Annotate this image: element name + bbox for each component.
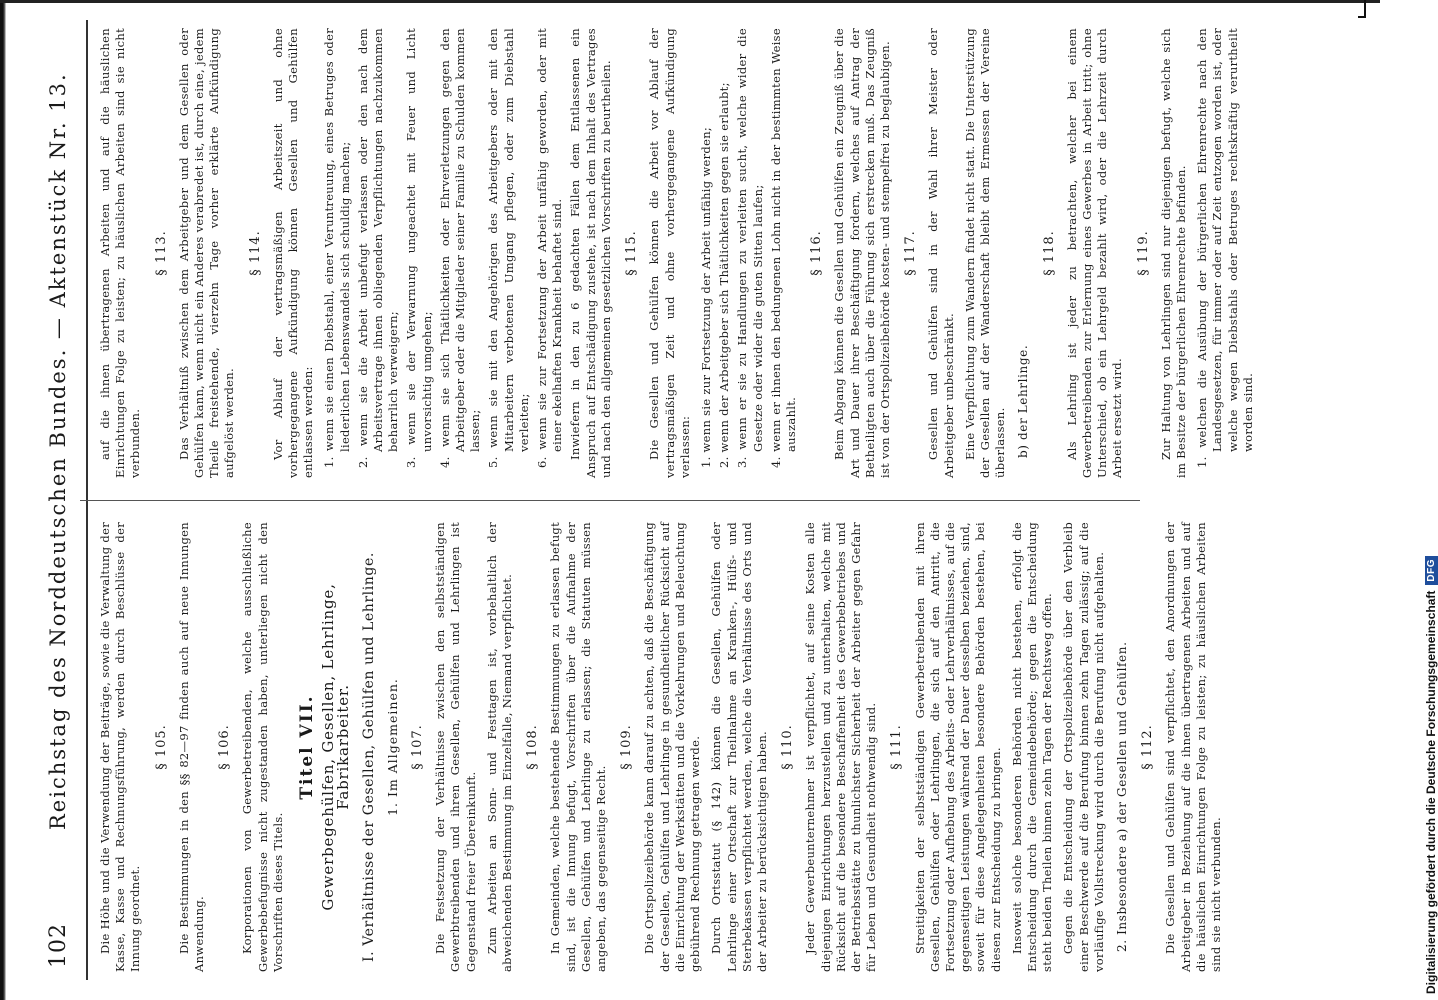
paragraph: Zur Haltung von Lehrlingen sind nur diejenigen befugt, welche sich im Besitze der bürgerlichen Ehrenrechte befinden. (1158, 28, 1188, 478)
digitization-credit (1424, 556, 1438, 994)
right-column (98, 28, 1298, 478)
section-number: § 114. (247, 230, 263, 276)
paragraph: Gegen die Entscheidung der Ortspolizeibehörde über den Verbleib einer Beschwerde auf die Berufung binnen zehn Tagen zulässig; auf die vorläufige Vollstreckung wird durch die Berufung nicht aufgehalten. (1061, 522, 1106, 972)
section-number: § 115. (624, 230, 640, 276)
title-subheading: Gewerbegehülfen, Gesellen, Lehrlinge, Fabrikarbeiter. (319, 583, 353, 911)
page-number: 102 (46, 923, 71, 968)
paragraph: Die Höhe und die Verwendung der Beiträge, sowie die Verwaltung der Kasse, Kasse und Rechnungsführung, werden durch Beschlüsse der Innung geordnet. (98, 522, 143, 972)
section-number: § 105. (153, 724, 169, 770)
running-title: Reichstag des Norddeutschen Bundes. — Aktenstück Nr. 13. (46, 72, 70, 830)
paragraph: Die Festsetzung der Verhältnisse zwischen den selbstständigen Gewerbtreibenden und ihren Gesellen, Gehülfen und Lehrlingen ist Gegenstand freier Übereinkunft. (433, 522, 478, 972)
section-number: § 118. (1041, 230, 1057, 276)
paragraph: Streitigkeiten der selbstständigen Gewerbetreibenden mit ihren Gesellen, Gehülfen oder Lehrlingen, die sich auf den Antritt, die Fortsetzung oder Aufhebung des Arbeits- oder Lehrverhältnisses, auf die gegenseitigen Leistungen während der Dauer desselben beziehen, sind, soweit für diese Angelegenheiten besondere Behörden bestehen, bei diesen zur Entscheidung zu bringen. (912, 522, 1003, 972)
rotated-document-body (14, 0, 1354, 1000)
paragraph: Inwiefern in den zu 6 gedachten Fällen dem Entlassenen ein Anspruch auf Entschädigung zustehe, ist nach dem Inhalt des Vertrages und nach den allgemeinen gesetzlichen Vorschriften zu beurtheilen. (568, 28, 613, 478)
credit-text: Digitalisierung gefördert durch die Deutsche Forschungsgemeinschaft (1424, 590, 1438, 994)
section-number: § 111. (889, 724, 905, 770)
section-number: § 108. (525, 724, 541, 770)
column-divider (80, 500, 1140, 501)
section-number: § 112. (1140, 724, 1156, 770)
page-header (36, 0, 86, 1000)
subsection-heading: b) der Lehrlinge. (1016, 344, 1031, 458)
paragraph: Vor Ablauf der vertragsmäßigen Arbeitszeit und ohne vorhergegangene Aufkündigung können Gesellen und Gehülfen entlassen werden: (270, 28, 316, 478)
list-item: 6. wenn sie zur Fortsetzung der Arbeit unfähig geworden, oder mit einer ekelhaften Krankheit behaftet sind. (535, 28, 565, 468)
scan-edge-left (0, 0, 6, 1000)
paragraph: Beim Abgang können die Gesellen und Gehülfen ein Zeugniß über die Art und Dauer ihrer Beschäftigung fordern, welches auf Antrag der Betheiligten auch über die Führung sich erstrecken muß. Das Zeugniß ist von der Ortspolizeibehörde kosten- und stempelfrei zu beglaubigen. (832, 28, 892, 478)
list-item: 1. wenn sie zur Fortsetzung der Arbeit unfähig werden; (698, 126, 713, 468)
subsection-heading: 1. Im Allgemeinen. (384, 678, 400, 816)
section-number: § 106. (217, 724, 233, 770)
paragraph: In Gemeinden, welche bestehende Bestimmungen zu erlassen befugt sind, ist die Innung befugt, Vorschriften über die Aufnahme der Gesellen, Gehülfen und Lehrlinge zu erlassen; die Statuten müssen angeben, das gegenseitige Recht. (548, 522, 609, 972)
paragraph: Insoweit solche besonderen Behörden nicht bestehen, erfolgt die Entscheidung durch die Gemeindebehörde; gegen die Entscheidung steht beiden Theilen binnen zehn Tagen der Rechtsweg offen. (1009, 522, 1055, 972)
paragraph: auf die ihnen übertragenen Arbeiten und auf die häuslichen Einrichtungen Folge zu leisten; zu häuslichen Arbeiten sind sie nicht verbunden. (98, 28, 143, 478)
paragraph: Korporationen von Gewerbetreibenden, welche ausschließliche Gewerbebefugnisse nicht zugestanden haben, unterliegen nicht den Vorschriften dieses Titels. (240, 522, 285, 972)
title-heading: Titel VII. (297, 694, 318, 800)
part-heading: I. Verhältnisse der Gesellen, Gehülfen und Lehrlinge. (360, 552, 377, 962)
list-item: 2. wenn der Arbeitgeber sich Thätlichkeiten gegen sie erlaubt; (717, 82, 732, 468)
list-item: 2. wenn sie die Arbeit unbefugt verlassen oder den nach dem Arbeitsvertrage ihnen obliegenden Verpflichtungen nachzukommen beharrlich verweigern; (355, 28, 401, 468)
left-column (98, 522, 1298, 972)
paragraph: Zum Arbeiten an Sonn- und Festtagen ist, vorbehaltlich der abweichenden Bestimmung im Einzelfalle, Niemand verpflichtet. (484, 522, 515, 972)
section-number: § 119. (1135, 230, 1151, 276)
paragraph: Die Gesellen und Gehülfen sind verpflichtet, den Anordnungen der Arbeitgeber in Beziehung auf die ihnen übertragenen Arbeiten und auf die häuslichen Einrichtungen Folge zu leisten; zu häuslichen Arbeiten sind sie nicht verbunden. (1163, 522, 1223, 972)
section-number: § 107. (410, 724, 426, 770)
list-item: 3. wenn er sie zu Handlungen zu verleiten sucht, welche wider die Gesetze oder wider die guten Sitten laufen; (735, 28, 765, 468)
list-item: 5. wenn sie mit den Angehörigen des Arbeitgebers oder mit den Mitarbeitern verbotenen Umgang pflegen, oder zum Diebstahl verleiten; (486, 28, 531, 468)
section-number: § 116. (809, 230, 825, 276)
section-number: § 117. (903, 230, 919, 276)
paragraph: Als Lehrling ist jeder zu betrachten, welcher bei einem Gewerbetreibenden zur Erlernung eines Gewerbes in Arbeit tritt; ohne Unterschied, ob ein Lehrgeld bezahlt wird, oder die Lehrzeit durch Arbeit ersetzt wird. (1064, 28, 1125, 478)
paragraph: Die Bestimmungen in den §§ 82—97 finden auch auf neue Innungen Anwendung. (176, 522, 207, 972)
section-number: § 110. (780, 724, 796, 770)
paragraph: Das Verhältniß zwischen dem Arbeitgeber und dem Gesellen oder Gehülfen kann, wenn nicht ein Anderes verabredet ist, durch eine, jedem Theile freistehende, vierzehn Tage vorher erklärte Aufkündigung aufgelöst werden. (176, 28, 237, 478)
corner-crop-mark (1358, 0, 1366, 18)
list-item: 3. wenn sie der Verwarnung ungeachtet mit Feuer und Licht unvorsichtig umgehen; (404, 28, 434, 468)
list-item: 1. wenn sie einen Diebstahl, einer Veruntreuung, eines Betruges oder liederlichen Lebenswandels sich schuldig machen; (322, 28, 352, 468)
list-item: 4. wenn sie sich Thätlichkeiten oder Ehrverletzungen gegen den Arbeitgeber oder die Mitglieder seiner Familie zu Schulden kommen lassen; (437, 28, 483, 468)
list-item: 1. welchen die Ausübung der bürgerlichen Ehrenrechte nach den Landesgesetzen, für immer oder auf Zeit entzogen worden ist, oder welche wegen Diebstahls oder Betruges rechtskräftig verurtheilt worden sind. (1195, 28, 1255, 468)
paragraph: Die Gesellen und Gehülfen können die Arbeit vor Ablauf der vertragsmäßigen Zeit und ohne vorhergegangene Aufkündigung verlassen: (647, 28, 692, 478)
section-number: § 113. (153, 230, 169, 276)
paragraph: Jeder Gewerbeunternehmer ist verpflichtet, auf seine Kosten alle diejenigen Einrichtungen herzustellen und zu unterhalten, welche mit Rücksicht auf die besondere Beschaffenheit des Gewerbebetriebes und der Betriebsstätte zu thunlichster Sicherheit der Arbeiter gegen Gefahr für Leben und Gesundheit nothwendig sind. (803, 522, 879, 972)
list-item: 4. wenn er ihnen den bedungenen Lohn nicht in der bestimmten Weise auszahlt. (768, 28, 798, 468)
subsection-heading: 2. Insbesondere a) der Gesellen und Gehülfen. (1114, 641, 1129, 952)
dfg-logo: DFG (1425, 556, 1438, 585)
section-number: § 109. (619, 724, 635, 770)
paragraph: Gesellen und Gehülfen sind in der Wahl ihrer Meister oder Arbeitgeber unbeschränkt. (926, 28, 956, 478)
paragraph: Die Ortspolizeibehörde kann darauf zu achten, daß die Beschäftigung der Gesellen, Gehülfen und Lehrlinge in gesundheitlicher Rücksicht auf die Einrichtung der Werkstätten und die Vorkehrungen und Beleuchtung gebührend Rechnung getragen werde. (642, 522, 703, 972)
paragraph: Durch Ortsstatut (§ 142) können die Gesellen, Gehülfen oder Lehrlinge einer Ortschaft zur Theilnahme an Kranken-, Hülfs- und Sterbekassen verpflichtet werden, welche die Verhältnisse des Orts und der Arbeiter zu berücksichtigen haben. (709, 522, 769, 972)
paragraph: Eine Verpflichtung zum Wandern findet nicht statt. Die Unterstützung der Gesellen auf der Wanderschaft bleibt dem Ermessen der Vereine überlassen. (962, 28, 1008, 478)
